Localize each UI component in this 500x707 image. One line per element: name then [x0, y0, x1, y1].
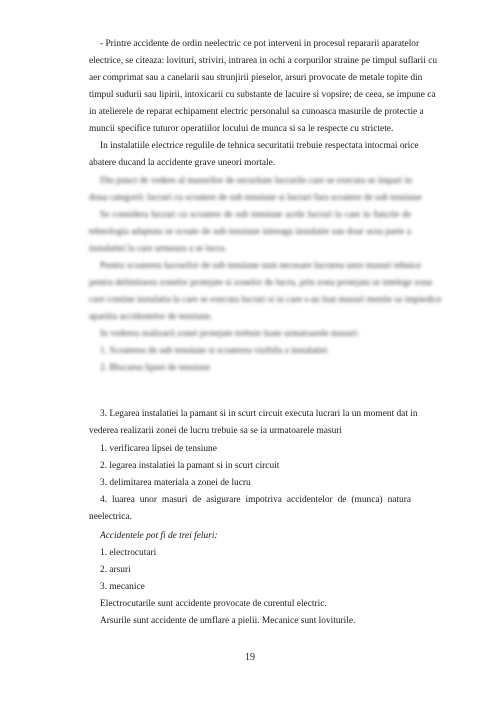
- text-line: Pentru scoaterea lucrarilor de sub tensiune sunt necesare lucrarea unor masuri tehnice: [100, 261, 421, 271]
- text-line: aparitia accidentelor de tensiune.: [89, 312, 213, 322]
- text-line: electrice, se citeaza: lovituri, striviri, intrarea in ochi a corpurilor straine pe timpul suflarii cu: [89, 56, 438, 66]
- list-item: 1. verificarea lipsei de tensiune: [100, 444, 217, 454]
- text-line: vederea realizarii zonei de lucru trebuie sa se ia urmatoarele masuri: [89, 426, 342, 436]
- text-line: doua categorii: lucrari cu scoatere de sub tensiune si lucrari fara scoatere de sub tensiune: [89, 193, 422, 203]
- blurred-section: [89, 173, 442, 377]
- text-line: In vederea realizarii zonei protejate trebuie luate urmatoarele masuri:: [100, 329, 360, 339]
- paragraph-grounding: [89, 406, 418, 440]
- work-zone-measures-list: [89, 441, 411, 526]
- text-line: 2. Blocarea lipsei de tensiune: [100, 363, 211, 373]
- text-line: 3. Legarea instalatiei la pamant si in scurt circuit executa lucrari la un moment dat in: [100, 409, 418, 419]
- list-item: 4. luarea unor masuri de asigurare impotriva accidentelor de (munca) natura: [100, 495, 411, 505]
- text-line: pentru delimitarea zonelor protejate si zonelor de lucru, prin zona protejata se intelege zona: [89, 278, 433, 288]
- section-heading: Accidentele pot fi de trei feluri:: [100, 531, 218, 541]
- text-line: - Printre accidente de ordin neelectric ce pot interveni in procesul repararii aparatelor: [100, 39, 420, 49]
- list-item: 3. delimitarea materiala a zonei de lucru: [100, 478, 251, 488]
- list-item: 1. electrocutari: [100, 548, 157, 558]
- text-line: in atelierele de reparat echipament electric personalul sa cunoasca masurile de protectie a: [89, 107, 424, 117]
- text-line: In instalatiile electrice regulile de tehnica securitatii trebuie respectata intocmai orice: [100, 141, 419, 151]
- text-line: timpul sudurii sau lipirii, intoxicarii cu substante de lacuire si vopsire; de ceea, se impune ca: [89, 90, 436, 100]
- text-line: Arsurile sunt accidente de umflare a pielii. Mecanice sunt loviturile.: [100, 616, 356, 626]
- list-item: 3. mecanice: [100, 582, 145, 592]
- accident-types-section: [89, 528, 411, 630]
- text-line: neelectrica.: [89, 512, 132, 522]
- text-line: abatere ducand la accidente grave uneori mortale.: [89, 158, 276, 168]
- text-line: aer comprimat sau a canelarii sau strunjirii pieselor, arsuri provocate de metale topite din: [89, 73, 423, 83]
- text-line: 1. Scoaterea de sub tensiune si scoaterea vizibila a instalatiei: [100, 346, 328, 356]
- text-line: care contine instalatia la care se executa lucrari si in care s-au luat masuri menite sa impiedice: [89, 295, 442, 305]
- text-line: tehnologia adaptata se scoate de sub tensiune intreaga instalatie sau doar acea parte a: [89, 227, 411, 237]
- page-number: 19: [245, 652, 255, 663]
- list-item: 2. arsuri: [100, 565, 131, 575]
- list-item: 2. legarea instalatiei la pamant si in scurt circuit: [100, 461, 280, 471]
- text-line: muncii specifice tuturor operatiilor locului de munca si sa le respecte cu strictete.: [89, 124, 394, 134]
- text-line: instalatiei la care urmeaza a se lucra.: [89, 244, 227, 254]
- text-line: Electrocutarile sunt accidente provocate de curentul electric.: [100, 599, 327, 609]
- text-line: Din punct de vedere al masurilor de securitate lucrarile care se executa se impart in: [100, 176, 412, 186]
- paragraph-non-electrical-accidents: [89, 36, 438, 172]
- text-line: Se considera lucrari cu scoatere de sub tensiune acele lucrari la care in functie de: [100, 210, 411, 220]
